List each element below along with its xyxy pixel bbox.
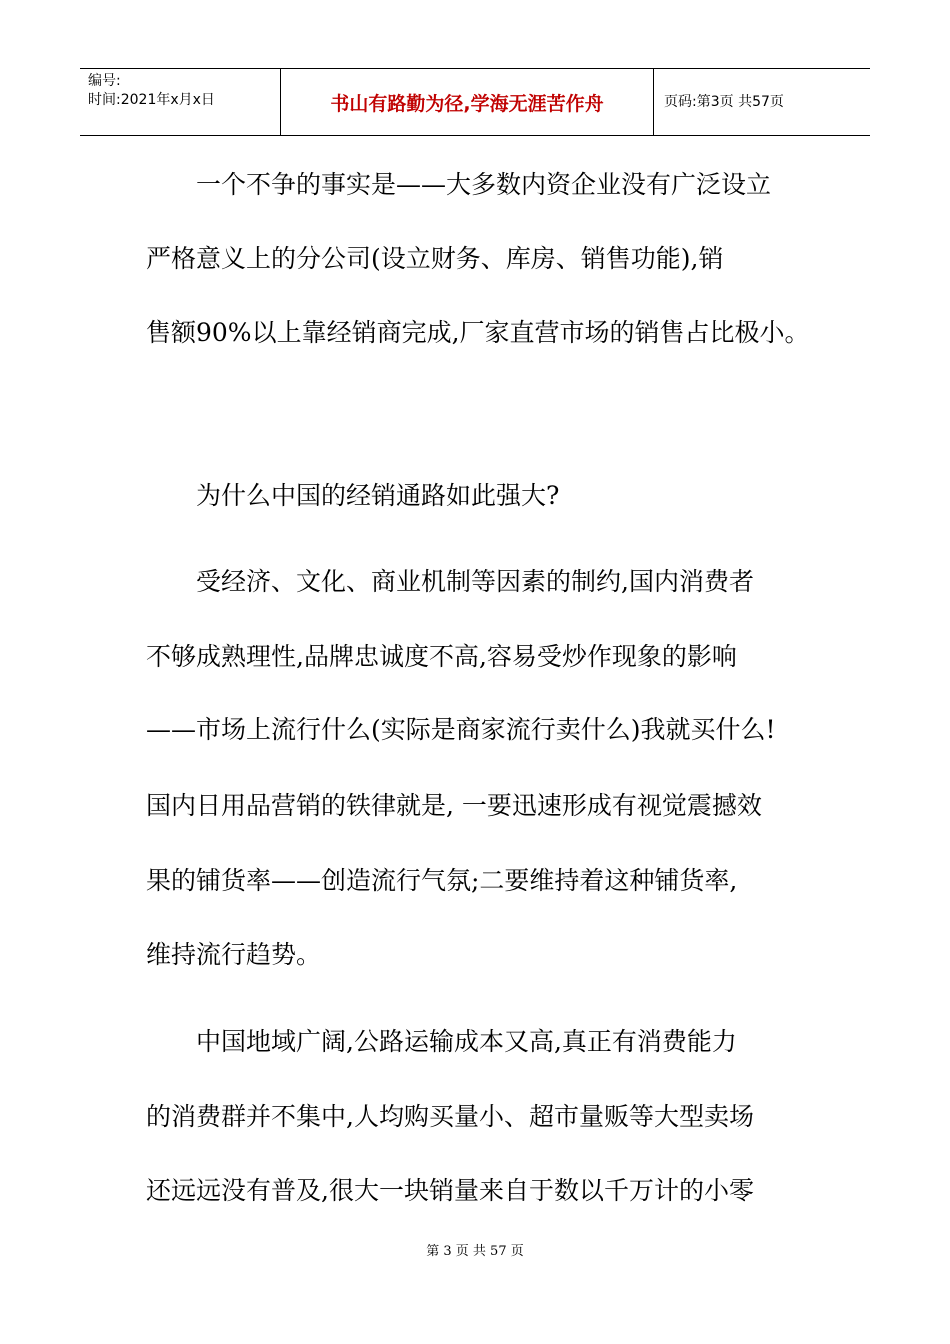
body-line: ——市场上流行什么(实际是商家流行卖什么)我就买什么! bbox=[146, 715, 776, 744]
header-page-code: 页码:第3页 共57页 bbox=[664, 94, 784, 110]
document-header bbox=[80, 68, 870, 136]
page-footer: 第 3 页 共 57 页 bbox=[426, 1244, 524, 1259]
body-line: 果的铺货率——创造流行气氛;二要维持着这种铺货率, bbox=[146, 866, 738, 895]
document-date-label: 时间:2021年x月x日 bbox=[88, 92, 215, 108]
header-meta-cell bbox=[80, 69, 280, 135]
body-line: 严格意义上的分公司(设立财务、库房、销售功能),销 bbox=[146, 244, 724, 273]
header-motto: 书山有路勤为径,学海无涯苦作舟 bbox=[330, 93, 604, 115]
header-page-cell bbox=[654, 69, 870, 135]
body-line: 售额90%以上靠经销商完成,厂家直营市场的销售占比极小。 bbox=[146, 318, 810, 347]
body-line: 不够成熟理性,品牌忠诚度不高,容易受炒作现象的影响 bbox=[146, 642, 737, 671]
body-line: 受经济、文化、商业机制等因素的制约,国内消费者 bbox=[196, 567, 754, 596]
body-line: 中国地域广阔,公路运输成本又高,真正有消费能力 bbox=[196, 1027, 737, 1056]
body-line: 国内日用品营销的铁律就是, 一要迅速形成有视觉震撼效 bbox=[146, 791, 762, 820]
body-line: 还远远没有普及,很大一块销量来自于数以千万计的小零 bbox=[146, 1176, 754, 1205]
document-number-label: 编号: bbox=[88, 73, 121, 89]
body-line: 一个不争的事实是——大多数内资企业没有广泛设立 bbox=[196, 170, 772, 199]
body-line: 为什么中国的经销通路如此强大? bbox=[196, 481, 560, 510]
body-line: 的消费群并不集中,人均购买量小、超市量贩等大型卖场 bbox=[146, 1102, 754, 1131]
body-line: 维持流行趋势。 bbox=[146, 940, 322, 969]
header-motto-cell bbox=[280, 69, 654, 135]
